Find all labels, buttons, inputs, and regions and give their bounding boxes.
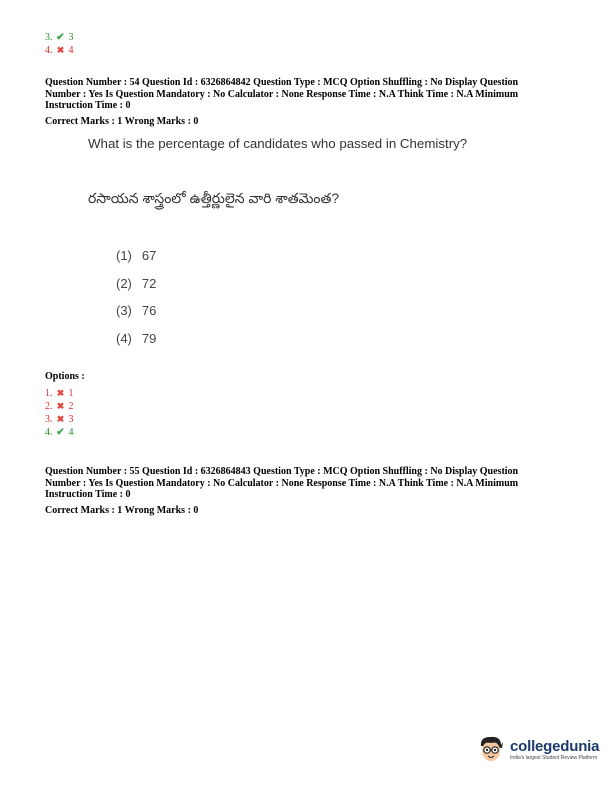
question-54-meta (45, 77, 575, 127)
check-icon: ✔ (56, 427, 65, 438)
marks-line: Correct Marks : 1 Wrong Marks : 0 (45, 504, 199, 516)
choice-item (116, 248, 156, 276)
question-55-meta (45, 466, 575, 516)
question-text-english: What is the percentage of candidates who passed in Chemistry? (88, 136, 468, 151)
meta-line: Number : Yes Is Question Mandatory : No Calculator : None Response Time : N.A Think Time : N.A Minimum (45, 88, 519, 100)
choice-label: (4) (116, 330, 132, 346)
collegedunia-logo (476, 734, 599, 764)
options-heading: Options : (45, 371, 85, 382)
option-number: 2. (45, 401, 53, 412)
option-number: 3. (45, 32, 53, 43)
meta-line: Question Number : 54 Question Id : 6326864842 Question Type : MCQ Option Shuffling : No Display Question (45, 77, 519, 88)
choice-value: 79 (141, 330, 157, 346)
choice-label: (1) (116, 248, 132, 263)
option-row (45, 44, 74, 57)
meta-line: Instruction Time : 0 (45, 100, 131, 111)
choice-label: (3) (116, 303, 132, 318)
option-value: 2 (68, 401, 74, 412)
option-number: 4. (45, 427, 53, 438)
choice-item (116, 303, 156, 331)
option-row (45, 387, 74, 400)
meta-line: Question Number : 55 Question Id : 6326864843 Question Type : MCQ Option Shuffling : No Display Question (45, 466, 519, 477)
choice-value: 76 (141, 303, 157, 318)
option-row (45, 31, 74, 44)
option-value: 1 (68, 388, 74, 399)
option-value: 4 (68, 427, 74, 438)
option-value: 3 (68, 414, 74, 425)
option-value: 3 (68, 32, 74, 43)
cross-icon: ✖ (56, 414, 65, 424)
option-number: 3. (45, 414, 53, 425)
cross-icon: ✖ (56, 45, 65, 55)
option-row (45, 413, 74, 426)
mascot-face-icon (476, 734, 506, 764)
answer-choices (116, 248, 156, 358)
choice-value: 67 (141, 248, 157, 263)
meta-line: Instruction Time : 0 (45, 489, 131, 500)
question-text-telugu: రసాయన శాస్త్రంలో ఉత్తీర్ణులైన వారి శాతమెంత? (88, 190, 340, 206)
cross-icon: ✖ (56, 388, 65, 398)
option-row (45, 400, 74, 413)
choice-label: (2) (116, 275, 132, 291)
choice-item (116, 331, 156, 359)
cross-icon: ✖ (56, 401, 65, 411)
choice-item (116, 276, 156, 304)
meta-line: Number : Yes Is Question Mandatory : No Calculator : None Response Time : N.A Think Time : N.A Minimum (45, 477, 519, 489)
option-value: 4 (68, 45, 74, 56)
option-row (45, 426, 74, 439)
option-number: 4. (45, 45, 53, 56)
logo-tagline: India's largest Student Review Platform (510, 754, 598, 761)
check-icon: ✔ (56, 32, 65, 43)
choice-value: 72 (141, 275, 157, 291)
option-number: 1. (45, 388, 53, 399)
previous-question-options (45, 31, 74, 57)
question-54-options (45, 387, 74, 439)
logo-name: collegedunia (510, 737, 600, 755)
marks-line: Correct Marks : 1 Wrong Marks : 0 (45, 115, 199, 127)
